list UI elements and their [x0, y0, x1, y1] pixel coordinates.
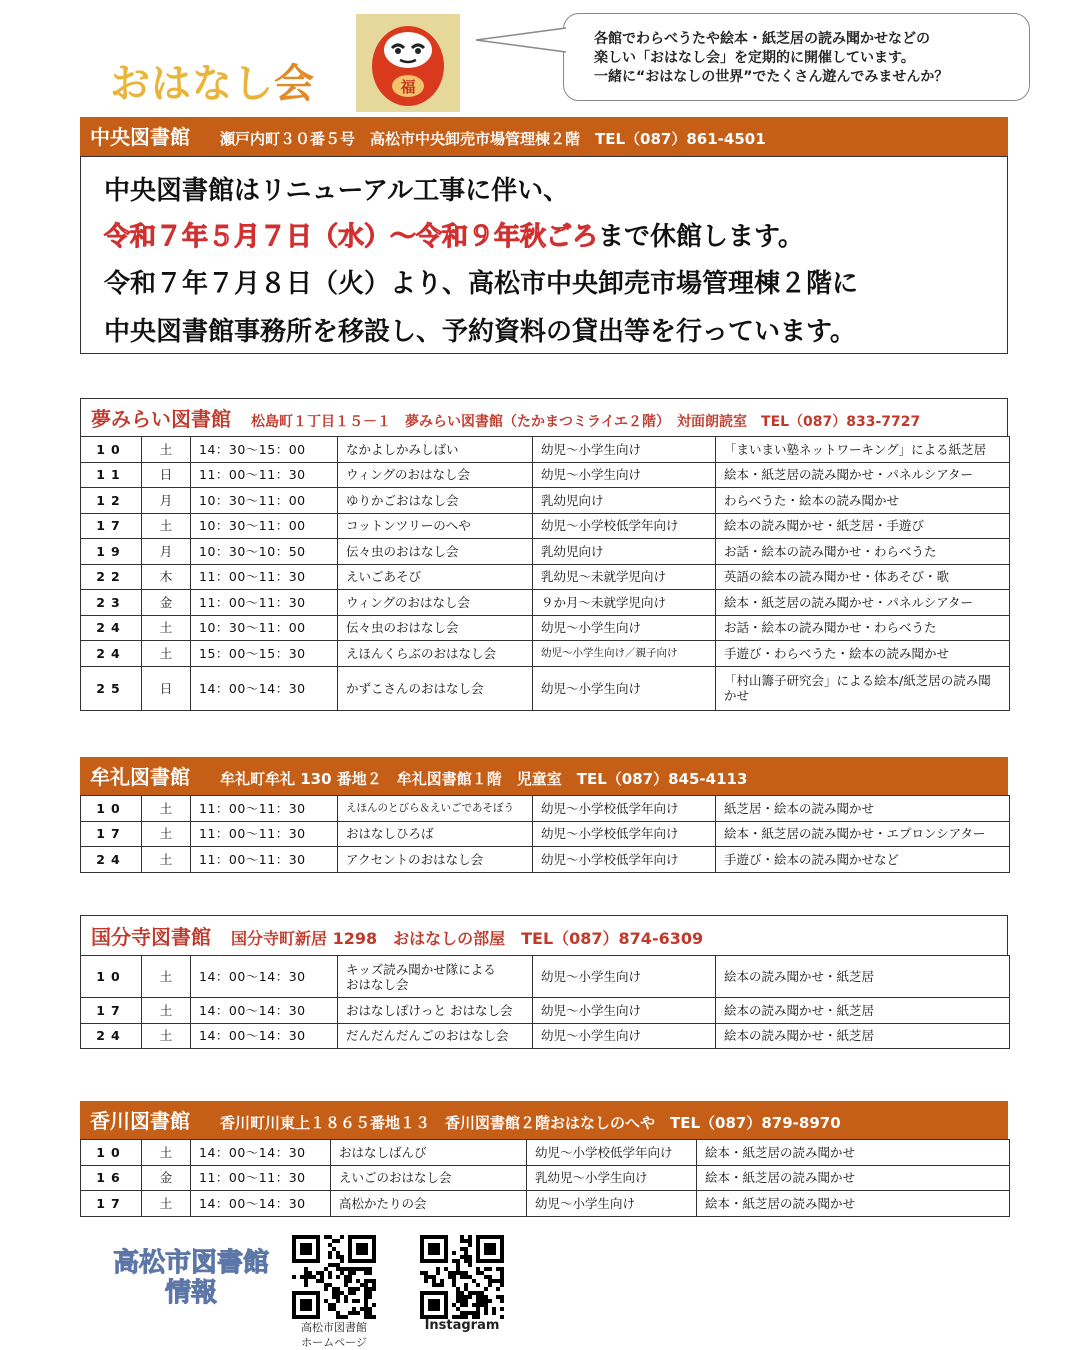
cell-content: お話・絵本の読み聞かせ・わらべうた	[716, 539, 1010, 565]
cell-title: えほんのとびら＆えいごであそぼう	[338, 796, 533, 822]
cell-target: ９か月～未就学児向け	[533, 590, 716, 616]
cell-time: 10：30～11：00	[191, 615, 338, 641]
table-row	[81, 956, 1010, 998]
library-name: 国分寺図書館	[91, 925, 211, 949]
cell-weekday: 木	[142, 564, 191, 590]
cell-content: 絵本・紙芝居の読み聞かせ・エプロンシアター	[716, 821, 1010, 847]
cell-title: ゆりかごおはなし会	[338, 488, 533, 514]
cell-time: 10：30～11：00	[191, 513, 338, 539]
table-row	[81, 666, 1010, 710]
cell-title	[338, 956, 533, 998]
cell-time: 14：00～14：30	[191, 956, 338, 998]
cell-weekday: 土	[142, 821, 191, 847]
cell-title: おはなしばんび	[331, 1140, 527, 1166]
cell-target: 幼児～小学生向け／親子向け	[533, 641, 716, 667]
notice-line-1: 中央図書館はリニューアル工事に伴い、	[104, 176, 570, 206]
table-row	[81, 641, 1010, 667]
cell-time: 11：00～11：30	[191, 821, 338, 847]
central-library-banner	[80, 117, 1008, 157]
cell-day: 17	[81, 998, 142, 1024]
bubble-line: 一緒に“おはなしの世界”でたくさん遊んでみませんか？	[594, 69, 949, 85]
cell-target: 幼児～小学校低学年向け	[533, 796, 716, 822]
closure-text: まで休館します。	[598, 222, 804, 252]
cell-content: 絵本・紙芝居の読み聞かせ・パネルシアター	[716, 462, 1010, 488]
kokubunji-header	[80, 915, 1008, 955]
cell-time: 10：30～11：00	[191, 488, 338, 514]
library-address: 瀬戸内町３０番５号 高松市中央卸売市場管理棟２階 TEL（087）861-4501	[220, 130, 766, 148]
kagawa-schedule-table	[80, 1139, 1010, 1217]
table-row	[81, 513, 1010, 539]
table-row	[81, 821, 1010, 847]
cell-time: 11：00～11：30	[191, 1165, 331, 1191]
cell-content: 手遊び・絵本の読み聞かせなど	[716, 847, 1010, 873]
bubble-line: 楽しい「おはなし会」を定期的に開催しています。	[594, 50, 915, 66]
table-row	[81, 437, 1010, 463]
library-address: 松島町１丁目１５－１ 夢みらい図書館（たかまつミライエ２階） 対面朗読室 TEL（087）833-7727	[251, 414, 921, 430]
cell-target: 乳幼児～未就学児向け	[533, 564, 716, 590]
homepage-qr-code[interactable]	[292, 1235, 376, 1323]
cell-target: 幼児～小学生向け	[533, 998, 716, 1024]
cell-title: えほんくらぶのおはなし会	[338, 641, 533, 667]
cell-weekday: 月	[142, 488, 191, 514]
library-address: 牟礼町牟礼 130 番地２ 牟礼図書館１階 児童室 TEL（087）845-4113	[220, 770, 748, 788]
library-name: 中央図書館	[90, 125, 190, 149]
cell-target: 幼児～小学生向け	[533, 666, 716, 710]
cell-day: 17	[81, 513, 142, 539]
cell-day: 17	[81, 1191, 142, 1217]
cell-content: 英語の絵本の読み聞かせ・体あそび・歌	[716, 564, 1010, 590]
cell-time: 14：00～14：30	[191, 666, 338, 710]
mure-schedule-table	[80, 795, 1010, 873]
cell-day: 16	[81, 1165, 142, 1191]
table-row	[81, 1023, 1010, 1049]
cell-title-line: キッズ読み聞かせ隊による	[346, 961, 496, 977]
cell-title: かずこさんのおはなし会	[338, 666, 533, 710]
qr-caption-line: ホームページ	[301, 1336, 367, 1349]
cell-day: 10	[81, 796, 142, 822]
library-name: 牟礼図書館	[90, 765, 190, 789]
cell-target: 幼児～小学校低学年向け	[533, 513, 716, 539]
cell-content: 絵本・紙芝居の読み聞かせ	[697, 1140, 1010, 1166]
table-row	[81, 590, 1010, 616]
homepage-qr-caption	[280, 1320, 388, 1350]
qr-code-icon	[292, 1235, 376, 1319]
cell-content: 絵本・紙芝居の読み聞かせ	[697, 1191, 1010, 1217]
cell-weekday: 土	[142, 1191, 191, 1217]
cell-target: 幼児～小学校低学年向け	[533, 821, 716, 847]
cell-target: 幼児～小学生向け	[533, 437, 716, 463]
bubble-text	[594, 30, 948, 87]
cell-weekday: 土	[142, 956, 191, 998]
cell-title: 伝々虫のおはなし会	[338, 615, 533, 641]
cell-content: わらべうた・絵本の読み聞かせ	[716, 488, 1010, 514]
title-main: おはなし	[110, 61, 274, 107]
cell-content: 「村山籌子研究会」による絵本/紙芝居の読み聞かせ	[716, 666, 1010, 710]
cell-content: 「まいまい塾ネットワーキング」による紙芝居	[716, 437, 1010, 463]
closure-period: 令和７年５月７日（水）～令和９年秋ごろ	[104, 222, 599, 252]
cell-title: コットンツリーのへや	[338, 513, 533, 539]
cell-weekday: 土	[142, 796, 191, 822]
cell-day: 25	[81, 666, 142, 710]
cell-day: 23	[81, 590, 142, 616]
cell-time: 11：00～11：30	[191, 462, 338, 488]
cell-day: 24	[81, 641, 142, 667]
cell-title: なかよしかみしばい	[338, 437, 533, 463]
cell-weekday: 金	[142, 590, 191, 616]
table-row	[81, 1165, 1010, 1191]
cell-day: 17	[81, 821, 142, 847]
daruma-illustration	[356, 14, 460, 112]
kagawa-banner	[80, 1101, 1008, 1139]
library-name: 夢みらい図書館	[91, 407, 231, 431]
table-row	[81, 998, 1010, 1024]
title-end: 会	[274, 61, 315, 107]
notice-line-4: 中央図書館事務所を移設し、予約資料の貸出等を行っています。	[104, 317, 856, 347]
cell-weekday: 日	[142, 666, 191, 710]
instagram-qr-code[interactable]	[420, 1235, 504, 1323]
cell-day: 22	[81, 564, 142, 590]
cell-title: ウィングのおはなし会	[338, 590, 533, 616]
cell-time: 14：00～14：30	[191, 1191, 331, 1217]
cell-title: えいごあそび	[338, 564, 533, 590]
cell-weekday: 土	[142, 1023, 191, 1049]
cell-target: 幼児～小学校低学年向け	[533, 847, 716, 873]
cell-title: 伝々虫のおはなし会	[338, 539, 533, 565]
cell-day: 24	[81, 847, 142, 873]
table-row	[81, 488, 1010, 514]
cell-title: えいごのおはなし会	[331, 1165, 527, 1191]
bubble-line: 各館でわらべうたや絵本・紙芝居の読み聞かせなどの	[594, 31, 930, 47]
footer-title-line: 情報	[164, 1278, 217, 1308]
qr-caption-line: 高松市図書館	[301, 1321, 367, 1334]
instagram-qr-caption: Instagram	[424, 1318, 500, 1333]
cell-target: 幼児～小学校低学年向け	[527, 1140, 697, 1166]
cell-target: 乳幼児向け	[533, 488, 716, 514]
library-address: 香川町川東上１８６５番地１３ 香川図書館２階おはなしのへや TEL（087）879-8970	[220, 1114, 841, 1132]
cell-time: 11：00～11：30	[191, 590, 338, 616]
yumemirai-header	[80, 398, 1008, 436]
table-row	[81, 615, 1010, 641]
cell-content: 絵本・紙芝居の読み聞かせ	[697, 1165, 1010, 1191]
cell-time: 14：00～14：30	[191, 1140, 331, 1166]
cell-content: 絵本の読み聞かせ・紙芝居	[716, 956, 1010, 998]
footer-title	[96, 1248, 286, 1308]
cell-weekday: 土	[142, 513, 191, 539]
page-title	[110, 52, 315, 109]
daruma-icon	[356, 14, 460, 112]
kokubunji-schedule-table	[80, 955, 1010, 1049]
cell-title: だんだんだんごのおはなし会	[338, 1023, 533, 1049]
cell-title: ウィングのおはなし会	[338, 462, 533, 488]
table-row	[81, 1140, 1010, 1166]
cell-weekday: 月	[142, 539, 191, 565]
table-row	[81, 564, 1010, 590]
cell-target: 乳幼児～小学生向け	[527, 1165, 697, 1191]
cell-weekday: 日	[142, 462, 191, 488]
cell-target: 幼児～小学生向け	[527, 1191, 697, 1217]
cell-target: 幼児～小学生向け	[533, 1023, 716, 1049]
cell-target: 幼児～小学生向け	[533, 615, 716, 641]
cell-weekday: 金	[142, 1165, 191, 1191]
cell-day: 12	[81, 488, 142, 514]
cell-time: 14：00～14：30	[191, 998, 338, 1024]
daruma-fuku-character: 福	[400, 78, 416, 96]
cell-target: 幼児～小学生向け	[533, 956, 716, 998]
cell-day: 10	[81, 956, 142, 998]
cell-time: 14：00～14：30	[191, 1023, 338, 1049]
yumemirai-schedule-table	[80, 436, 1010, 711]
cell-title: アクセントのおはなし会	[338, 847, 533, 873]
cell-content: お話・絵本の読み聞かせ・わらべうた	[716, 615, 1010, 641]
cell-content: 紙芝居・絵本の読み聞かせ	[716, 796, 1010, 822]
cell-day: 10	[81, 437, 142, 463]
cell-day: 19	[81, 539, 142, 565]
notice-line-3: 令和７年７月８日（火）より、高松市中央卸売市場管理棟２階に	[104, 269, 859, 299]
cell-weekday: 土	[142, 437, 191, 463]
cell-time: 10：30～10：50	[191, 539, 338, 565]
cell-weekday: 土	[142, 641, 191, 667]
cell-content: 絵本・紙芝居の読み聞かせ・パネルシアター	[716, 590, 1010, 616]
cell-title: おはなしひろば	[338, 821, 533, 847]
cell-time: 11：00～11：30	[191, 564, 338, 590]
table-row	[81, 847, 1010, 873]
cell-day: 24	[81, 1023, 142, 1049]
cell-content: 絵本の読み聞かせ・紙芝居	[716, 998, 1010, 1024]
cell-time: 14：30～15：00	[191, 437, 338, 463]
library-name: 香川図書館	[90, 1109, 190, 1133]
cell-time: 11：00～11：30	[191, 847, 338, 873]
cell-weekday: 土	[142, 998, 191, 1024]
cell-time: 15：00～15：30	[191, 641, 338, 667]
cell-content: 絵本の読み聞かせ・紙芝居	[716, 1023, 1010, 1049]
notice-line-2	[104, 216, 804, 253]
cell-target: 乳幼児向け	[533, 539, 716, 565]
cell-weekday: 土	[142, 1140, 191, 1166]
mure-banner	[80, 757, 1008, 795]
cell-title: 高松かたりの会	[331, 1191, 527, 1217]
cell-day: 11	[81, 462, 142, 488]
cell-day: 10	[81, 1140, 142, 1166]
cell-title: おはなしぽけっと おはなし会	[338, 998, 533, 1024]
cell-content: 手遊び・わらべうた・絵本の読み聞かせ	[716, 641, 1010, 667]
speech-bubble-tail	[476, 26, 568, 56]
cell-weekday: 土	[142, 615, 191, 641]
table-row	[81, 1191, 1010, 1217]
cell-day: 24	[81, 615, 142, 641]
table-row	[81, 796, 1010, 822]
table-row	[81, 539, 1010, 565]
library-address: 国分寺町新居 1298 おはなしの部屋 TEL（087）874-6309	[231, 929, 704, 948]
cell-weekday: 土	[142, 847, 191, 873]
cell-target: 幼児～小学生向け	[533, 462, 716, 488]
cell-title-line: おはなし会	[346, 976, 409, 992]
qr-code-icon	[420, 1235, 504, 1319]
cell-content: 絵本の読み聞かせ・紙芝居・手遊び	[716, 513, 1010, 539]
cell-time: 11：00～11：30	[191, 796, 338, 822]
footer-title-line: 高松市図書館	[112, 1248, 269, 1278]
table-row	[81, 462, 1010, 488]
